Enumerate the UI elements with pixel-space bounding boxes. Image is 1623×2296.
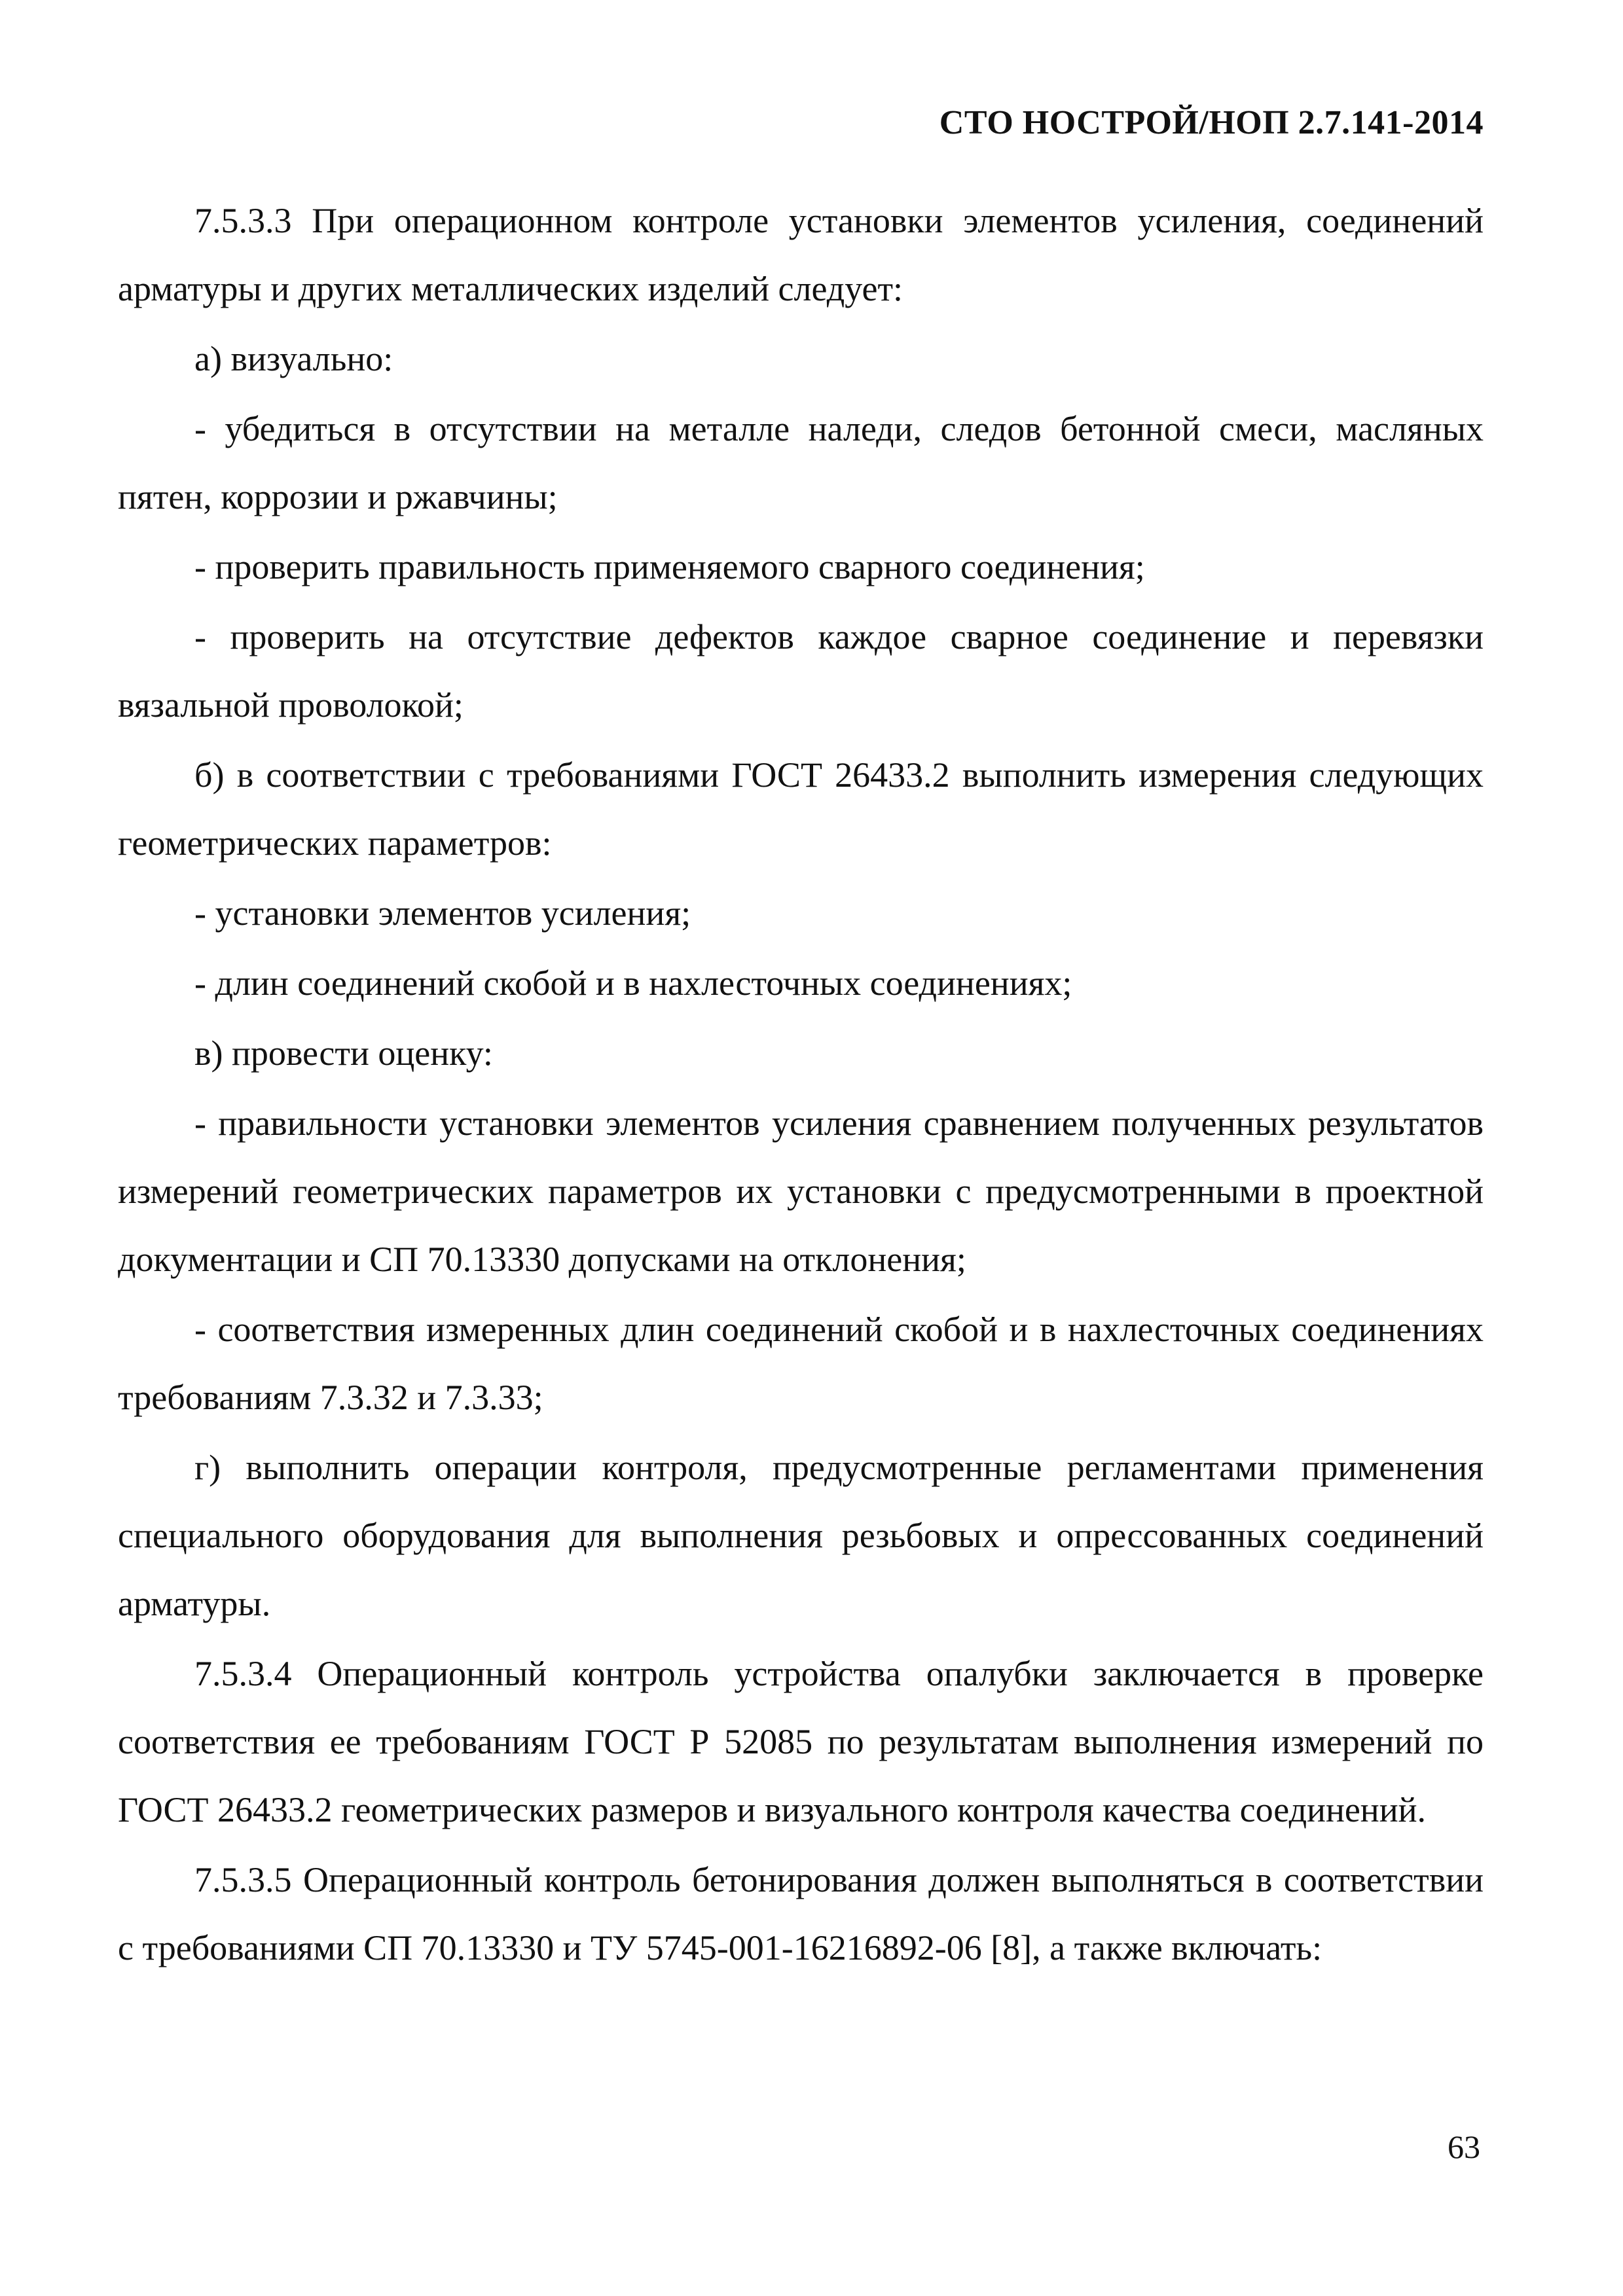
document-header: СТО НОСТРОЙ/НОП 2.7.141-2014	[939, 104, 1484, 141]
list-item-a-visual: а) визуально:	[194, 339, 393, 378]
list-item-g-control-operations: г) выполнить операции контроля, предусмотренные регламентами применения специального оборудования для выполнения резьбовых и опрессованных соединений арматуры.	[118, 1448, 1484, 1623]
paragraph-7-5-3-5: 7.5.3.5 Операционный контроль бетонирования должен выполняться в соответствии с требованиями СП 70.13330 и ТУ 5745-001-16216892-06 [8], а также включать:	[118, 1860, 1484, 1967]
list-item-v-evaluation: в) провести оценку:	[194, 1033, 493, 1073]
document-body	[118, 187, 1484, 1984]
list-item-reinforcement-install: - установки элементов усиления;	[194, 893, 691, 933]
list-item-installation-correctness: - правильности установки элементов усиления сравнением полученных результатов измерений геометрических параметров их установки с предусмотренными в проектной документации и СП 70.13330 допусками на отклонения;	[118, 1103, 1484, 1279]
list-item-joint-lengths: - длин соединений скобой и в нахлесточных соединениях;	[194, 963, 1072, 1003]
list-item-b-measurements: б) в соответствии с требованиями ГОСТ 26433.2 выполнить измерения следующих геометрических параметров:	[118, 755, 1484, 863]
page-number: 63	[1448, 2128, 1480, 2165]
list-item-length-compliance: - соответствия измеренных длин соединений скобой и в нахлесточных соединениях требованиям 7.3.32 и 7.3.33;	[118, 1310, 1484, 1417]
list-item-check-defects: - проверить на отсутствие дефектов каждое сварное соединение и перевязки вязальной проволокой;	[118, 617, 1484, 725]
paragraph-7-5-3-4: 7.5.3.4 Операционный контроль устройства опалубки заключается в проверке соответствия ее требованиям ГОСТ Р 52085 по результатам выполнения измерений по ГОСТ 26433.2 геометрических размеров и визуального контроля качества соединений.	[118, 1654, 1484, 1829]
list-item-check-absence: - убедиться в отсутствии на металле наледи, следов бетонной смеси, масляных пятен, коррозии и ржавчины;	[118, 409, 1484, 516]
paragraph-7-5-3-3: 7.5.3.3 При операционном контроле установки элементов усиления, соединений арматуры и других металлических изделий следует:	[118, 201, 1484, 308]
list-item-check-welding: - проверить правильность применяемого сварного соединения;	[194, 547, 1145, 586]
